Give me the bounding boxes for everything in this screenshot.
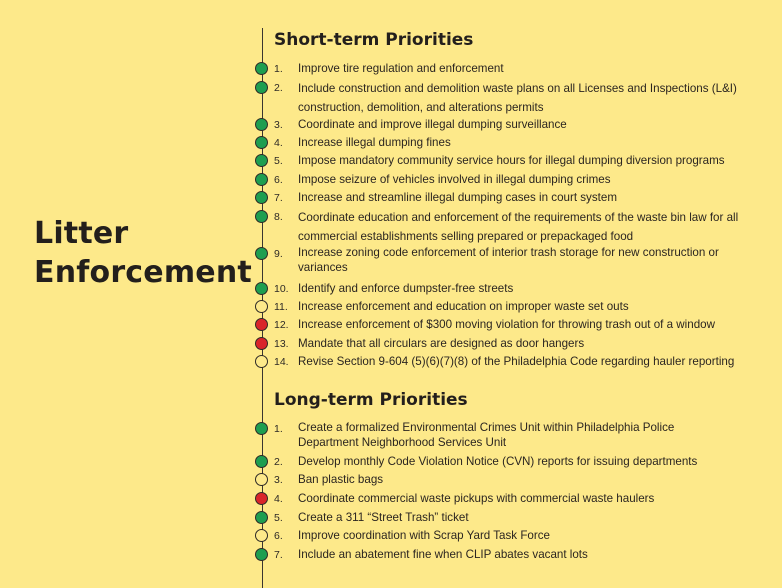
item-number: 13. (274, 338, 289, 350)
item-text: Increase and streamline illegal dumping cases in court system (298, 191, 617, 204)
item-text: Coordinate education and enforcement of the requirements of the waste bin law for all commercial establishments selling prepared or prepackaged food (298, 211, 739, 243)
status-dot (255, 173, 268, 186)
item-number: 5. (274, 512, 283, 524)
item-text: Mandate that all circulars are designed as door hangers (298, 337, 585, 350)
item-number: 7. (274, 192, 283, 204)
status-dot (255, 154, 268, 167)
item-number: 8. (274, 211, 283, 223)
item-number: 9. (274, 248, 283, 260)
item-number: 10. (274, 283, 289, 295)
status-dot (255, 492, 268, 505)
item-text: Include construction and demolition waste plans on all Licenses and Inspections (L&I) construction, demolition, and alterations permits (298, 82, 737, 114)
status-dot (255, 62, 268, 75)
status-dot (255, 455, 268, 468)
item-number: 3. (274, 474, 283, 486)
item-text: Create a formalized Environmental Crimes Unit within Philadelphia Police Department Neighborhood Services Unit (298, 421, 675, 449)
item-text: Increase enforcement and education on improper waste set outs (298, 300, 629, 313)
item-text: Ban plastic bags (298, 473, 384, 486)
item-text: Create a 311 “Street Trash” ticket (298, 511, 469, 524)
item-number: 2. (274, 82, 283, 94)
status-dot (255, 118, 268, 131)
item-number: 11. (274, 301, 288, 313)
item-number: 1. (274, 63, 283, 75)
item-number: 7. (274, 549, 283, 561)
status-dot (255, 247, 268, 260)
item-text: Coordinate commercial waste pickups with commercial waste haulers (298, 492, 655, 505)
item-text: Increase illegal dumping fines (298, 136, 451, 149)
status-dot (255, 511, 268, 524)
item-text: Increase zoning code enforcement of interior trash storage for new construction or variances (298, 246, 719, 274)
item-text: Include an abatement fine when CLIP abates vacant lots (298, 548, 588, 561)
status-dot (255, 318, 268, 331)
status-dot (255, 355, 268, 368)
item-number: 6. (274, 174, 283, 186)
item-number: 3. (274, 119, 283, 131)
item-text: Improve coordination with Scrap Yard Task Force (298, 529, 550, 542)
status-dot (255, 337, 268, 350)
item-number: 1. (274, 423, 283, 435)
page-title: Litter Enforcement (34, 216, 252, 290)
item-text: Revise Section 9-604 (5)(6)(7)(8) of the Philadelphia Code regarding hauler reporting (298, 355, 735, 368)
item-text: Impose seizure of vehicles involved in illegal dumping crimes (298, 173, 611, 186)
status-dot (255, 473, 268, 486)
status-dot (255, 210, 268, 223)
item-text: Develop monthly Code Violation Notice (CVN) reports for issuing departments (298, 455, 698, 468)
status-dot (255, 282, 268, 295)
item-number: 6. (274, 530, 283, 542)
status-dot (255, 136, 268, 149)
item-text: Increase enforcement of $300 moving violation for throwing trash out of a window (298, 318, 715, 331)
status-dot (255, 548, 268, 561)
item-number: 5. (274, 155, 283, 167)
item-number: 12. (274, 319, 289, 331)
item-text: Coordinate and improve illegal dumping surveillance (298, 118, 567, 131)
item-number: 14. (274, 356, 289, 368)
item-text: Impose mandatory community service hours for illegal dumping diversion programs (298, 154, 725, 167)
item-number: 4. (274, 137, 283, 149)
status-dot (255, 529, 268, 542)
short-term-heading: Short-term Priorities (274, 30, 474, 50)
item-text: Improve tire regulation and enforcement (298, 62, 504, 75)
status-dot (255, 422, 268, 435)
long-term-heading: Long-term Priorities (274, 390, 468, 410)
item-text: Identify and enforce dumpster-free streets (298, 282, 514, 295)
status-dot (255, 81, 268, 94)
status-dot (255, 300, 268, 313)
item-number: 4. (274, 493, 283, 505)
status-dot (255, 191, 268, 204)
item-number: 2. (274, 456, 283, 468)
